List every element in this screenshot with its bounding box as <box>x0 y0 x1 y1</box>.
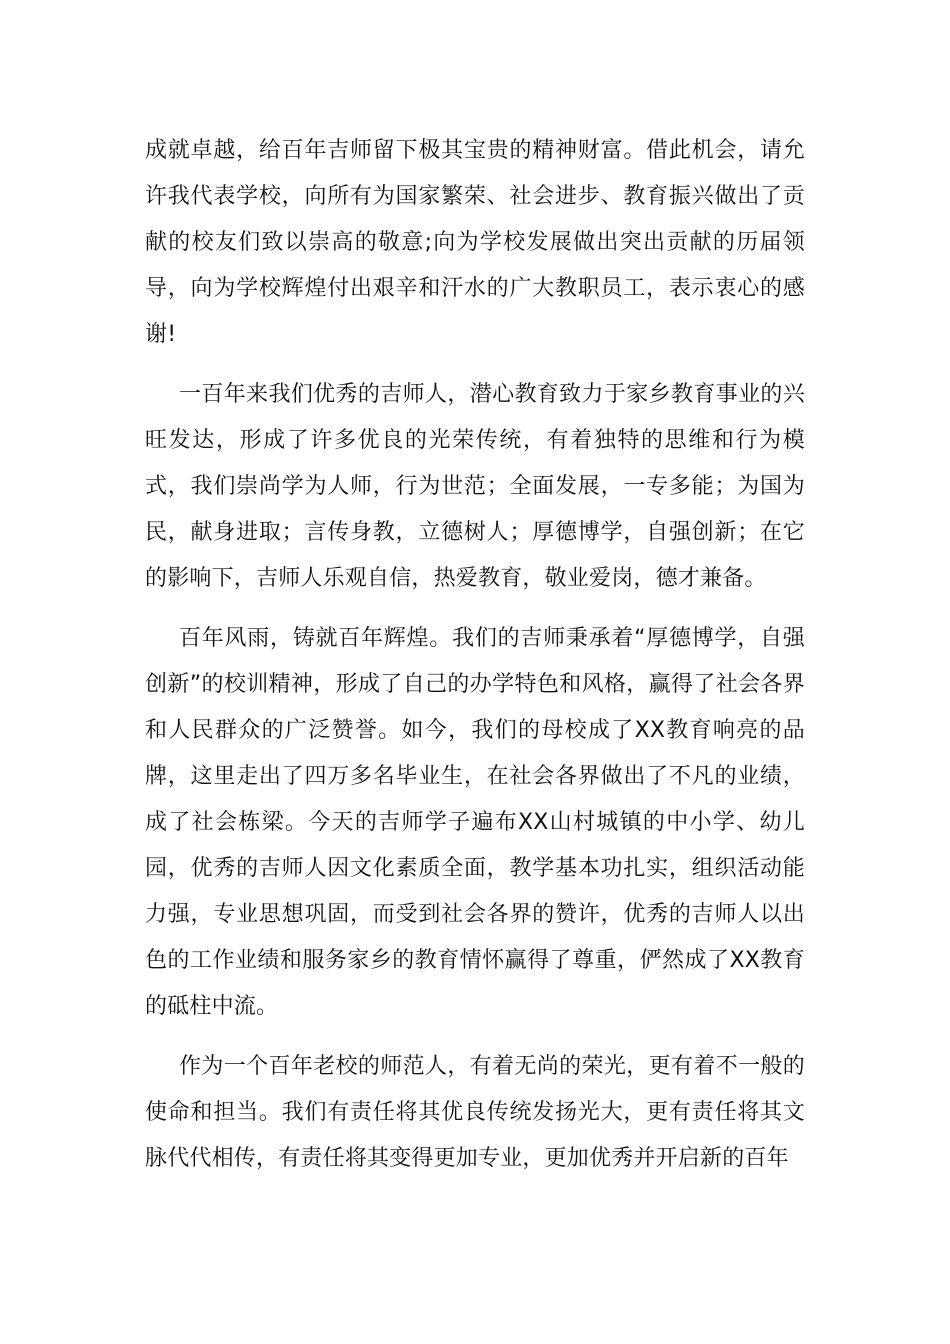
document-body <box>145 128 805 1196</box>
paragraph-4: 作为一个百年老校的师范人，有着无尚的荣光，更有着不一般的使命和担当。我们有责任将其优良传统发扬光大，更有责任将其文脉代代相传，有责任将其变得更加专业，更加优秀并开启新的百年 <box>145 1054 805 1171</box>
paragraph-1: 成就卓越，给百年吉师留下极其宝贵的精神财富。借此机会，请允许我代表学校，向所有为国家繁荣、社会进步、教育振兴做出了贡献的校友们致以崇高的敬意;向为学校发展做出突出贡献的历届领导，向为学校辉煌付出艰辛和汗水的广大教职员工，表示衷心的感谢! <box>145 138 805 347</box>
paragraph-2: 一百年来我们优秀的吉师人，潜心教育致力于家乡教育事业的兴旺发达，形成了许多优良的光荣传统，有着独特的思维和行为模式，我们崇尚学为人师，行为世范；全面发展，一专多能；为国为民，献身进取；言传身教，立德树人；厚德博学，自强创新；在它的影响下，吉师人乐观自信，热爱教育，敬业爱岗，德才兼备。 <box>145 382 805 591</box>
paragraph-3: 百年风雨，铸就百年辉煌。我们的吉师秉承着“厚德博学，自强创新”的校训精神，形成了自己的办学特色和风格，赢得了社会各界和人民群众的广泛赞誉。如今，我们的母校成了XX教育响亮的品牌，这里走出了四万多名毕业生，在社会各界做出了不凡的业绩，成了社会栋梁。今天的吉师学子遍布XX山村城镇的中小学、幼儿园，优秀的吉师人因文化素质全面，教学基本功扎实，组织活动能力强，专业思想巩固，而受到社会各界的赞许，优秀的吉师人以出色的工作业绩和服务家乡的教育情怀赢得了尊重，俨然成了XX教育的砥柱中流。 <box>145 626 805 1019</box>
